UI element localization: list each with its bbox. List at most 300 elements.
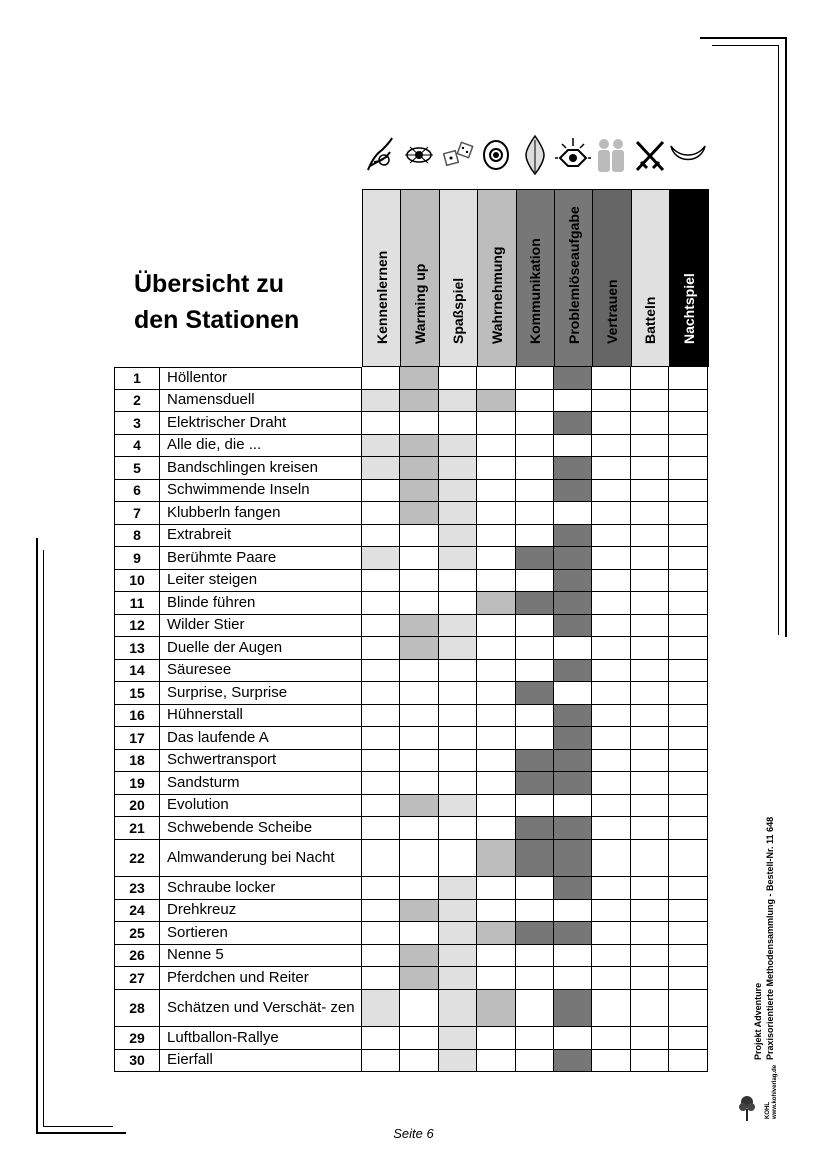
category-mark-filled — [554, 1050, 592, 1073]
category-mark-filled — [439, 945, 477, 968]
category-mark-empty — [439, 367, 477, 390]
category-mark-empty — [362, 922, 400, 945]
category-mark-filled — [554, 570, 592, 593]
category-mark-empty — [592, 705, 630, 728]
category-mark-empty — [400, 705, 438, 728]
category-label: Kennenlernen — [373, 250, 390, 344]
category-header — [631, 189, 670, 367]
category-mark-filled — [554, 705, 592, 728]
dice-icon — [439, 132, 477, 178]
category-mark-empty — [669, 840, 708, 878]
category-mark-empty — [400, 840, 438, 878]
table-row — [114, 390, 708, 413]
station-number: 11 — [114, 592, 160, 615]
category-mark-filled — [554, 817, 592, 840]
category-mark-empty — [631, 547, 669, 570]
table-row — [114, 502, 708, 525]
category-mark-empty — [477, 570, 515, 593]
category-mark-empty — [477, 727, 515, 750]
station-name: Alle die, die ... — [160, 435, 362, 458]
category-mark-empty — [592, 900, 630, 923]
station-number: 20 — [114, 795, 160, 818]
category-mark-empty — [439, 840, 477, 878]
category-mark-empty — [592, 547, 630, 570]
category-mark-empty — [477, 660, 515, 683]
category-mark-filled — [400, 795, 438, 818]
category-mark-filled — [362, 990, 400, 1028]
category-mark-empty — [631, 457, 669, 480]
category-mark-filled — [362, 547, 400, 570]
category-mark-empty — [400, 1050, 438, 1073]
category-header — [516, 189, 555, 367]
category-mark-filled — [400, 967, 438, 990]
category-mark-empty — [400, 412, 438, 435]
category-label: Problemlöseaufgabe — [565, 206, 582, 344]
category-mark-empty — [477, 525, 515, 548]
category-header — [669, 189, 708, 367]
category-mark-empty — [516, 795, 554, 818]
category-mark-empty — [592, 502, 630, 525]
category-label: Warming up — [412, 263, 429, 344]
station-number: 5 — [114, 457, 160, 480]
table-row — [114, 922, 708, 945]
category-mark-filled — [439, 525, 477, 548]
page-title-line2: den Stationen — [134, 306, 300, 334]
category-mark-empty — [592, 817, 630, 840]
station-name: Nenne 5 — [160, 945, 362, 968]
category-mark-empty — [631, 1050, 669, 1073]
category-mark-empty — [439, 592, 477, 615]
frame-top-line — [700, 37, 785, 39]
table-row — [114, 750, 708, 773]
station-number: 7 — [114, 502, 160, 525]
moon-icon — [669, 132, 707, 178]
sidebar-line2: Praxisorientierte Methodensammlung - Bestell-Nr. 11 648 — [765, 816, 775, 1060]
station-name: Sortieren — [160, 922, 362, 945]
category-mark-empty — [477, 502, 515, 525]
category-mark-empty — [400, 990, 438, 1028]
category-mark-empty — [669, 547, 708, 570]
category-mark-filled — [554, 660, 592, 683]
category-label: Spaßspiel — [450, 277, 467, 344]
station-number: 26 — [114, 945, 160, 968]
category-mark-empty — [592, 840, 630, 878]
category-mark-empty — [592, 637, 630, 660]
category-mark-empty — [516, 390, 554, 413]
category-mark-empty — [362, 945, 400, 968]
category-mark-empty — [477, 945, 515, 968]
category-mark-empty — [592, 945, 630, 968]
category-mark-empty — [477, 435, 515, 458]
category-mark-filled — [516, 592, 554, 615]
category-mark-empty — [477, 615, 515, 638]
category-mark-empty — [631, 727, 669, 750]
category-mark-empty — [439, 727, 477, 750]
category-mark-empty — [477, 367, 515, 390]
category-mark-filled — [554, 547, 592, 570]
table-row — [114, 817, 708, 840]
category-mark-filled — [477, 840, 515, 878]
category-mark-empty — [592, 457, 630, 480]
category-mark-empty — [477, 877, 515, 900]
table-row — [114, 457, 708, 480]
table-row — [114, 592, 708, 615]
category-mark-empty — [554, 795, 592, 818]
category-mark-empty — [631, 990, 669, 1028]
category-mark-empty — [439, 705, 477, 728]
category-mark-empty — [669, 817, 708, 840]
station-number: 4 — [114, 435, 160, 458]
category-mark-empty — [400, 525, 438, 548]
page-footer: Seite 6 — [393, 1126, 434, 1141]
category-mark-filled — [400, 480, 438, 503]
category-mark-filled — [554, 367, 592, 390]
category-mark-filled — [439, 990, 477, 1028]
category-mark-empty — [592, 615, 630, 638]
category-mark-filled — [439, 435, 477, 458]
category-mark-empty — [516, 705, 554, 728]
category-mark-empty — [439, 750, 477, 773]
table-row — [114, 1027, 708, 1050]
station-name: Elektrischer Draht — [160, 412, 362, 435]
category-mark-filled — [439, 1027, 477, 1050]
category-mark-empty — [592, 990, 630, 1028]
category-mark-empty — [669, 772, 708, 795]
handshake-icon — [362, 132, 400, 178]
table-row — [114, 705, 708, 728]
category-mark-empty — [592, 367, 630, 390]
category-mark-filled — [439, 795, 477, 818]
category-mark-filled — [554, 457, 592, 480]
category-mark-empty — [439, 817, 477, 840]
category-mark-empty — [631, 922, 669, 945]
station-number: 2 — [114, 390, 160, 413]
category-mark-empty — [592, 592, 630, 615]
category-mark-filled — [516, 817, 554, 840]
category-mark-empty — [631, 877, 669, 900]
category-mark-filled — [477, 592, 515, 615]
station-name: Schwertransport — [160, 750, 362, 773]
category-mark-empty — [477, 1050, 515, 1073]
station-number: 25 — [114, 922, 160, 945]
category-label: Wahrnehmung — [488, 246, 505, 344]
category-mark-empty — [631, 435, 669, 458]
station-name: Drehkreuz — [160, 900, 362, 923]
category-label: Vertrauen — [604, 279, 621, 344]
category-mark-empty — [477, 967, 515, 990]
category-mark-empty — [516, 637, 554, 660]
table-row — [114, 435, 708, 458]
category-mark-empty — [516, 1050, 554, 1073]
category-mark-empty — [477, 817, 515, 840]
swords-icon — [631, 132, 669, 178]
category-mark-empty — [362, 840, 400, 878]
category-mark-empty — [631, 705, 669, 728]
category-mark-empty — [516, 990, 554, 1028]
category-mark-filled — [477, 390, 515, 413]
category-mark-empty — [477, 705, 515, 728]
category-mark-empty — [669, 637, 708, 660]
page-title-line1: Übersicht zu — [134, 270, 285, 298]
category-mark-empty — [516, 967, 554, 990]
category-mark-empty — [592, 525, 630, 548]
table-row — [114, 412, 708, 435]
category-mark-empty — [631, 480, 669, 503]
category-mark-empty — [631, 637, 669, 660]
table-row — [114, 615, 708, 638]
category-mark-empty — [516, 660, 554, 683]
category-mark-empty — [669, 967, 708, 990]
category-mark-empty — [631, 390, 669, 413]
category-mark-empty — [631, 817, 669, 840]
frame-right-line-inner — [778, 45, 779, 635]
station-number: 19 — [114, 772, 160, 795]
category-mark-empty — [477, 412, 515, 435]
category-header — [400, 189, 439, 367]
category-mark-filled — [400, 637, 438, 660]
category-mark-filled — [400, 615, 438, 638]
station-name: Berühmte Paare — [160, 547, 362, 570]
category-mark-filled — [554, 990, 592, 1028]
category-mark-filled — [400, 945, 438, 968]
category-mark-filled — [554, 592, 592, 615]
category-mark-empty — [592, 412, 630, 435]
station-name: Almwanderung bei Nacht — [160, 840, 362, 878]
category-mark-empty — [554, 502, 592, 525]
table-row — [114, 772, 708, 795]
station-number: 12 — [114, 615, 160, 638]
category-mark-empty — [554, 682, 592, 705]
station-name: Wilder Stier — [160, 615, 362, 638]
category-mark-empty — [362, 682, 400, 705]
category-mark-empty — [631, 795, 669, 818]
station-name: Klubberln fangen — [160, 502, 362, 525]
category-mark-empty — [516, 480, 554, 503]
station-number: 3 — [114, 412, 160, 435]
station-number: 21 — [114, 817, 160, 840]
category-mark-empty — [631, 570, 669, 593]
table-row — [114, 900, 708, 923]
category-mark-empty — [669, 795, 708, 818]
category-mark-empty — [669, 525, 708, 548]
station-name: Blinde führen — [160, 592, 362, 615]
station-number: 13 — [114, 637, 160, 660]
category-mark-empty — [631, 412, 669, 435]
category-mark-empty — [669, 570, 708, 593]
station-name: Eierfall — [160, 1050, 362, 1073]
category-mark-filled — [516, 750, 554, 773]
category-mark-empty — [554, 900, 592, 923]
category-mark-empty — [669, 727, 708, 750]
category-mark-empty — [669, 457, 708, 480]
category-mark-empty — [592, 682, 630, 705]
category-mark-filled — [439, 547, 477, 570]
frame-right-line — [785, 37, 787, 637]
category-mark-filled — [516, 922, 554, 945]
category-mark-empty — [631, 592, 669, 615]
category-mark-empty — [362, 480, 400, 503]
category-mark-empty — [554, 435, 592, 458]
station-number: 16 — [114, 705, 160, 728]
category-mark-empty — [362, 525, 400, 548]
eye-icon — [477, 132, 515, 178]
category-mark-empty — [554, 945, 592, 968]
category-mark-filled — [516, 682, 554, 705]
station-name: Pferdchen und Reiter — [160, 967, 362, 990]
category-header — [477, 189, 516, 367]
table-row — [114, 967, 708, 990]
table-row — [114, 877, 708, 900]
category-mark-empty — [592, 772, 630, 795]
category-mark-empty — [592, 435, 630, 458]
station-name: Schraube locker — [160, 877, 362, 900]
category-mark-empty — [516, 525, 554, 548]
category-mark-empty — [592, 727, 630, 750]
category-mark-filled — [400, 900, 438, 923]
category-mark-empty — [631, 615, 669, 638]
station-number: 18 — [114, 750, 160, 773]
category-mark-empty — [400, 660, 438, 683]
station-name: Das laufende A — [160, 727, 362, 750]
category-mark-empty — [362, 1027, 400, 1050]
category-mark-empty — [400, 570, 438, 593]
station-number: 17 — [114, 727, 160, 750]
lightbulb-icon — [554, 132, 592, 178]
category-mark-empty — [477, 547, 515, 570]
category-mark-filled — [400, 390, 438, 413]
category-mark-empty — [362, 772, 400, 795]
category-mark-filled — [439, 967, 477, 990]
page-title — [134, 266, 354, 338]
station-number: 29 — [114, 1027, 160, 1050]
category-mark-empty — [669, 682, 708, 705]
category-mark-filled — [554, 615, 592, 638]
category-header — [592, 189, 631, 367]
station-number: 24 — [114, 900, 160, 923]
station-name: Surprise, Surprise — [160, 682, 362, 705]
tree-icon — [739, 1093, 755, 1123]
category-mark-empty — [362, 615, 400, 638]
category-mark-empty — [400, 547, 438, 570]
station-number: 9 — [114, 547, 160, 570]
publisher-logo — [737, 1055, 777, 1125]
sidebar-line1: Projekt Adventure — [753, 982, 763, 1060]
category-mark-empty — [592, 1027, 630, 1050]
station-name: Schätzen und Verschät- zen — [160, 990, 362, 1028]
category-mark-empty — [516, 502, 554, 525]
lips-icon — [516, 132, 554, 178]
category-mark-empty — [516, 435, 554, 458]
category-mark-empty — [631, 525, 669, 548]
category-mark-empty — [516, 570, 554, 593]
category-mark-empty — [400, 682, 438, 705]
category-mark-empty — [477, 480, 515, 503]
category-mark-empty — [516, 945, 554, 968]
category-mark-empty — [592, 750, 630, 773]
table-row — [114, 570, 708, 593]
table-row — [114, 990, 708, 1028]
category-mark-empty — [669, 412, 708, 435]
category-mark-empty — [592, 877, 630, 900]
category-mark-empty — [477, 1027, 515, 1050]
category-mark-filled — [439, 900, 477, 923]
category-mark-empty — [362, 967, 400, 990]
table-row — [114, 660, 708, 683]
category-mark-filled — [439, 480, 477, 503]
category-mark-empty — [477, 900, 515, 923]
station-number: 28 — [114, 990, 160, 1028]
category-mark-empty — [516, 727, 554, 750]
category-label: Kommunikation — [527, 238, 544, 344]
category-mark-filled — [554, 412, 592, 435]
category-mark-filled — [516, 547, 554, 570]
category-mark-filled — [362, 390, 400, 413]
station-number: 1 — [114, 367, 160, 390]
category-mark-empty — [477, 795, 515, 818]
category-mark-empty — [669, 660, 708, 683]
category-header — [362, 189, 401, 367]
station-name: Säuresee — [160, 660, 362, 683]
category-mark-filled — [554, 840, 592, 878]
category-mark-filled — [554, 922, 592, 945]
table-row — [114, 682, 708, 705]
station-name: Extrabreit — [160, 525, 362, 548]
table-row — [114, 525, 708, 548]
category-mark-empty — [669, 1027, 708, 1050]
category-mark-empty — [362, 1050, 400, 1073]
frame-left-line-inner — [43, 550, 44, 1127]
table-row — [114, 1050, 708, 1073]
category-mark-filled — [554, 727, 592, 750]
category-mark-empty — [362, 502, 400, 525]
category-header — [554, 189, 593, 367]
category-mark-empty — [362, 660, 400, 683]
station-number: 15 — [114, 682, 160, 705]
table-row — [114, 840, 708, 878]
category-mark-empty — [592, 967, 630, 990]
category-headers — [362, 189, 708, 367]
category-mark-filled — [439, 502, 477, 525]
station-name: Namensduell — [160, 390, 362, 413]
station-number: 6 — [114, 480, 160, 503]
category-mark-filled — [439, 877, 477, 900]
category-mark-filled — [362, 435, 400, 458]
station-name: Evolution — [160, 795, 362, 818]
category-mark-empty — [477, 750, 515, 773]
flower-icon — [400, 132, 438, 178]
category-mark-empty — [362, 570, 400, 593]
category-mark-filled — [554, 750, 592, 773]
category-mark-empty — [554, 967, 592, 990]
category-mark-empty — [400, 1027, 438, 1050]
category-mark-empty — [400, 877, 438, 900]
category-mark-filled — [439, 615, 477, 638]
station-name: Bandschlingen kreisen — [160, 457, 362, 480]
people-icon — [592, 132, 630, 178]
category-mark-empty — [592, 1050, 630, 1073]
category-mark-empty — [516, 1027, 554, 1050]
category-mark-filled — [554, 877, 592, 900]
category-mark-empty — [669, 615, 708, 638]
category-mark-empty — [592, 390, 630, 413]
category-mark-empty — [554, 390, 592, 413]
category-mark-empty — [631, 660, 669, 683]
table-row — [114, 945, 708, 968]
category-mark-empty — [669, 390, 708, 413]
table-row — [114, 367, 708, 390]
category-header — [439, 189, 478, 367]
category-mark-empty — [592, 480, 630, 503]
